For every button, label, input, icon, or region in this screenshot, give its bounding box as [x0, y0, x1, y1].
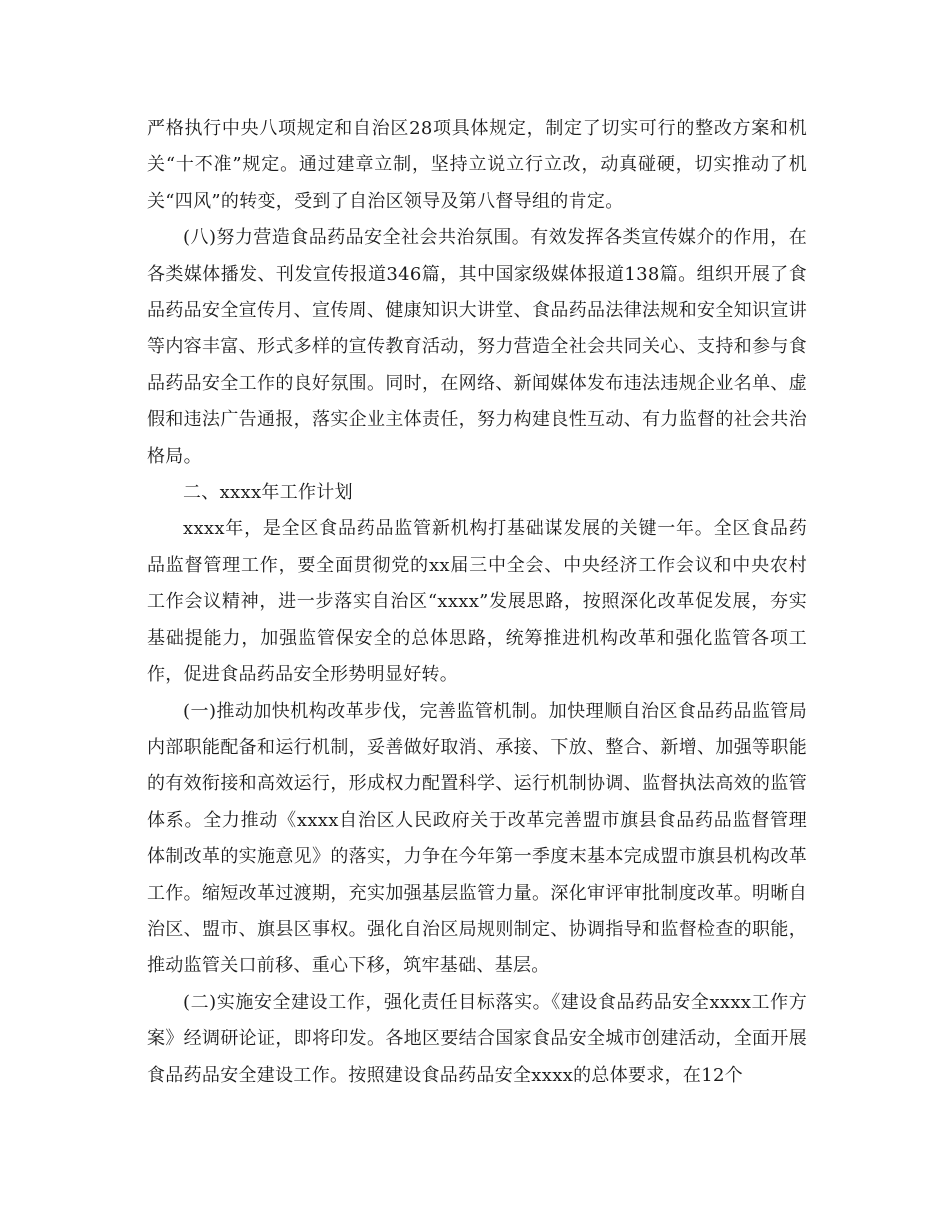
paragraph-section-8: (八)努力营造食品药品安全社会共治氛围。有效发挥各类宣传媒介的作用，在各类媒体播发、刊发宣传报道346篇，其中国家级媒体报道138篇。组织开展了食品药品安全宣传月、宣传周、健康知识大讲堂、食品药品法律法规和安全知识宣讲等内容丰富、形式多样的宣传教育活动，努力营造全社会共同关心、支持和参与食品药品安全工作的良好氛围。同时，在网络、新闻媒体发布违法违规企业名单、虚假和违法广告通报，落实企业主体责任，努力构建良性互动、有力监督的社会共治格局。 — [147, 227, 807, 467]
paragraph-work-plan-intro: xxxx年，是全区食品药品监管新机构打基础谋发展的关键一年。全区食品药品监督管理工作，要全面贯彻党的xx届三中全会、中央经济工作会议和中央农村工作会议精神，进一步落实自治区“xxxx”发展思路，按照深化改革促发展，夯实基础提能力，加强监管保安全的总体思路，统筹推进机构改革和强化监管各项工作，促进食品药品安全形势明显好转。 — [147, 518, 807, 686]
paragraph-plan-item-2: (二)实施安全建设工作，强化责任目标落实。《建设食品药品安全xxxx工作方案》经调研论证，即将印发。各地区要结合国家食品安全城市创建活动，全面开展食品药品安全建设工作。按照建设食品药品安全xxxx的总体要求，在12个 — [147, 991, 807, 1086]
paragraph-plan-item-1: (一)推动加快机构改革步伐，完善监管机制。加快理顺自治区食品药品监管局内部职能配备和运行机制，妥善做好取消、承接、下放、整合、新增、加强等职能的有效衔接和高效运行，形成权力配置科学、运行机制协调、监督执法高效的监管体系。全力推动《xxxx自治区人民政府关于改革完善盟市旗县食品药品监督管理体制改革的实施意见》的落实，力争在今年第一季度末基本完成盟市旗县机构改革工作。缩短改革过渡期，充实加强基层监管力量。深化审评审批制度改革。明晰自治区、盟市、旗县区事权。强化自治区局规则制定、协调指导和监督检查的职能，推动监管关口前移、重心下移，筑牢基础、基层。 — [147, 700, 807, 977]
paragraph-continuation: 严格执行中央八项规定和自治区28项具体规定，制定了切实可行的整改方案和机关“十不准”规定。通过建章立制，坚持立说立行立改，动真碰硬，切实推动了机关“四风”的转变，受到了自治区领导及第八督导组的肯定。 — [147, 118, 807, 212]
section-heading-work-plan: 二、xxxx年工作计划 — [183, 482, 353, 504]
document-body — [147, 111, 807, 1094]
